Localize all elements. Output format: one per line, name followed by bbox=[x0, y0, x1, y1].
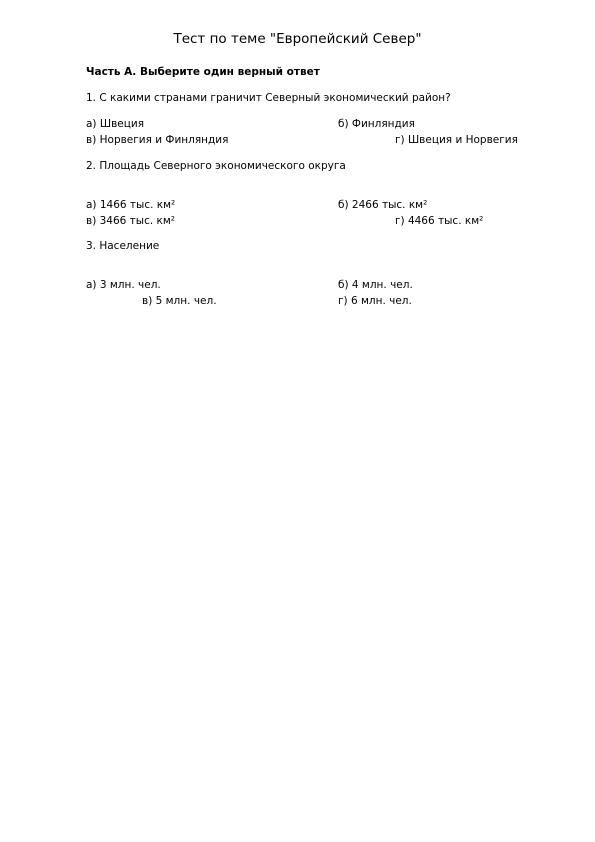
question-2-option-b: б) 2466 тыс. км² bbox=[338, 199, 428, 211]
question-3-text: 3. Население bbox=[86, 240, 160, 252]
question-2-option-v: в) 3466 тыс. км² bbox=[86, 215, 176, 227]
question-1-option-a: а) Швеция bbox=[86, 118, 145, 130]
page-title: Тест по теме "Европейский Север" bbox=[173, 31, 422, 47]
question-2-option-a: а) 1466 тыс. км² bbox=[86, 199, 176, 211]
question-3-option-g: г) 6 млн. чел. bbox=[338, 295, 412, 307]
question-3-option-b: б) 4 млн. чел. bbox=[338, 279, 413, 291]
question-1-option-g: г) Швеция и Норвегия bbox=[395, 134, 518, 146]
question-2-option-g: г) 4466 тыс. км² bbox=[395, 215, 484, 227]
part-a-heading: Часть А. Выберите один верный ответ bbox=[86, 66, 320, 78]
question-1-option-b: б) Финляндия bbox=[338, 118, 415, 130]
question-3-option-a: а) 3 млн. чел. bbox=[86, 279, 161, 291]
question-2-text: 2. Площадь Северного экономического округа bbox=[86, 160, 346, 172]
question-1-option-v: в) Норвегия и Финляндия bbox=[86, 134, 229, 146]
question-3-option-v: в) 5 млн. чел. bbox=[142, 295, 217, 307]
question-1-text: 1. С какими странами граничит Северный экономический район? bbox=[86, 92, 451, 104]
